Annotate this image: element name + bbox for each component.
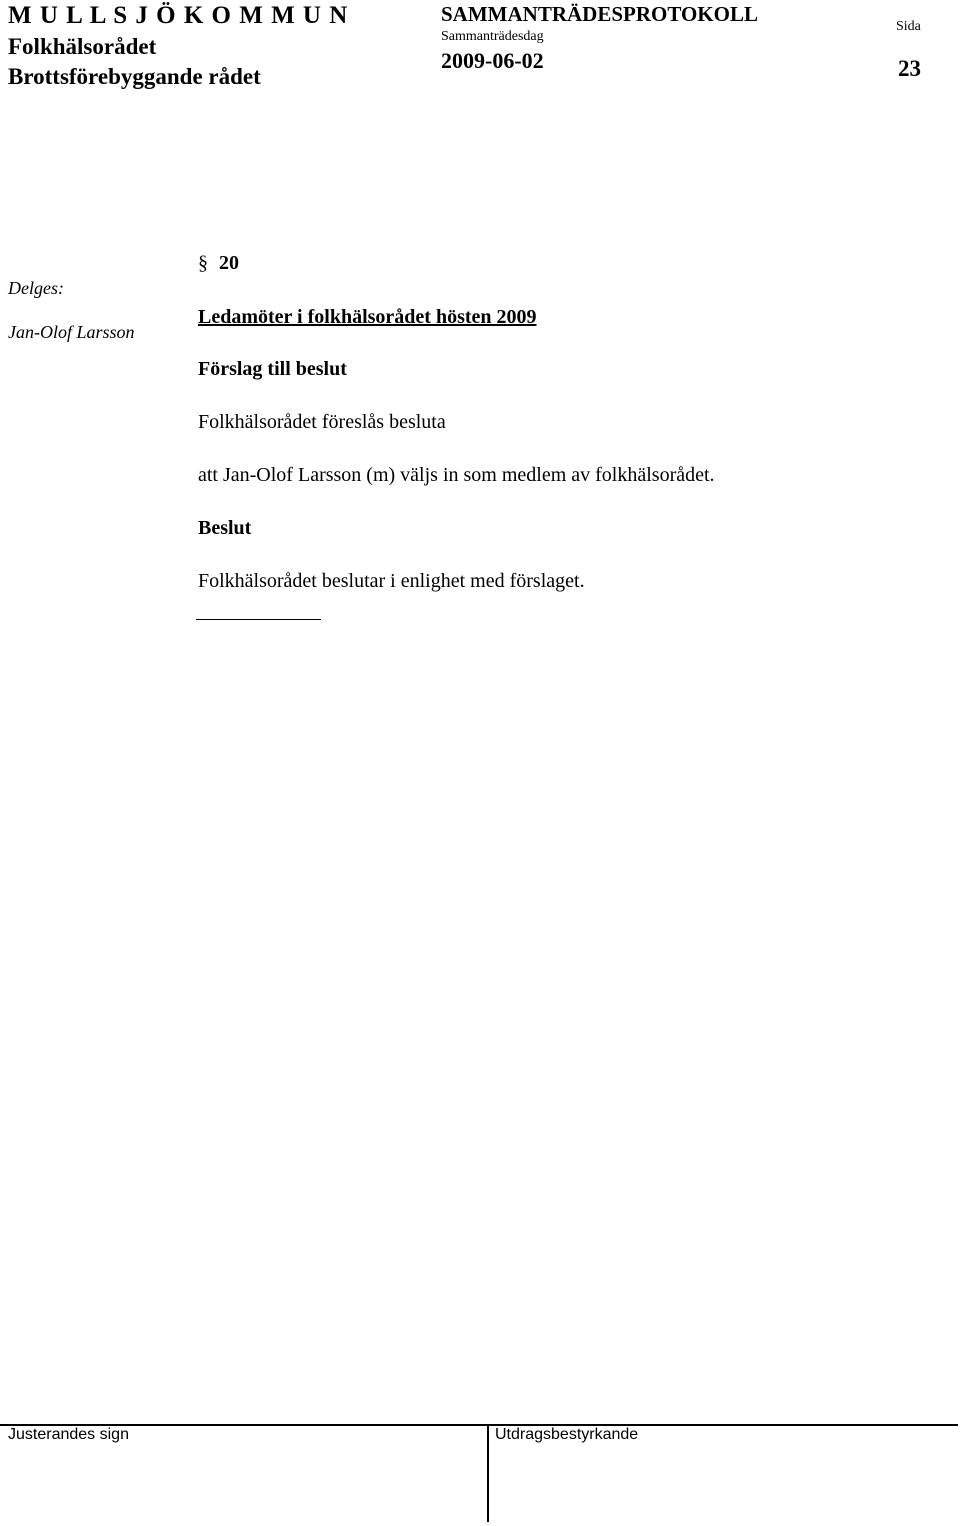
adjusters-sign-label: Justerandes sign xyxy=(8,1426,129,1443)
section-symbol: § xyxy=(198,252,208,274)
distribution-recipient: Jan-Olof Larsson xyxy=(8,322,135,342)
meeting-date: 2009-06-02 xyxy=(441,48,544,73)
board-name: Folkhälsorådet xyxy=(8,34,157,59)
document-type: SAMMANTRÄDESPROTOKOLL xyxy=(441,2,758,26)
proposal-text: att Jan-Olof Larsson (m) väljs in som medlem av folkhälsorådet. xyxy=(198,464,715,486)
proposal-heading: Förslag till beslut xyxy=(198,358,347,380)
footer-top-border xyxy=(0,1424,958,1426)
decision-heading: Beslut xyxy=(198,517,252,539)
decision-text: Folkhälsorådet beslutar i enlighet med förslaget. xyxy=(198,570,585,592)
section-title: Ledamöter i folkhälsorådet hösten 2009 xyxy=(198,306,537,328)
proposal-intro: Folkhälsorådet föreslås besluta xyxy=(198,411,446,433)
extract-certification-label: Utdragsbestyrkande xyxy=(495,1426,639,1443)
section-heading xyxy=(198,252,239,275)
page-number: 23 xyxy=(898,56,921,81)
section-end-rule xyxy=(196,619,321,620)
section-number: 20 xyxy=(219,252,239,274)
page-label: Sida xyxy=(896,19,921,34)
council-name: Brottsförebyggande rådet xyxy=(8,64,261,89)
distribution-label: Delges: xyxy=(8,278,64,298)
meeting-date-label: Sammanträdesdag xyxy=(441,29,544,44)
footer-divider xyxy=(487,1424,489,1522)
municipality-name: M U L L S J Ö K O M M U N xyxy=(8,2,349,29)
